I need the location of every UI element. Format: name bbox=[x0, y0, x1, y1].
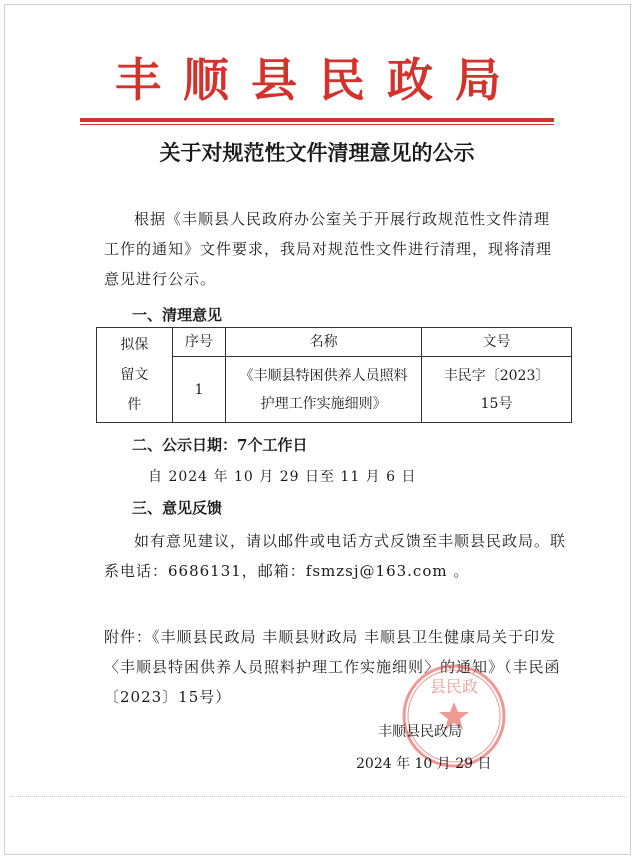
seal-text: 县民政 bbox=[429, 677, 479, 696]
cell-docno-text: 丰民字〔2023〕15号 bbox=[443, 367, 550, 412]
row-label-cell bbox=[97, 328, 173, 423]
section1-heading: 一、清理意见 bbox=[132, 306, 223, 324]
intro-paragraph: 根据《丰顺县人民政府办公室关于开展行政规范性文件清理工作的通知》文件要求，我局对规范性文件进行清理，现将清理意见进行公示。 bbox=[104, 210, 553, 288]
feedback-paragraph: 如有意见建议，请以邮件或电话方式反馈至丰顺县民政局。联系电话：6686131，邮箱：fsmzsj@163.com 。 bbox=[104, 532, 567, 580]
section2-heading: 二、公示日期：7个工作日 bbox=[132, 436, 308, 454]
cell-docno bbox=[422, 357, 572, 423]
scan-artifact-line bbox=[10, 796, 627, 798]
publicity-period: 自 2024 年 10 月 29 日至 11 月 6 日 bbox=[148, 469, 417, 485]
opinion-table bbox=[96, 327, 572, 423]
table-header-row bbox=[97, 328, 572, 357]
cell-name-text: 《丰顺县特困供养人员照料护理工作实施细则》 bbox=[239, 367, 408, 412]
masthead-rule-thin bbox=[80, 124, 554, 125]
cell-seq: 1 bbox=[172, 357, 226, 423]
page-border bbox=[4, 4, 631, 855]
signing-organization: 丰顺县民政局 bbox=[378, 724, 462, 740]
section3-heading: 三、意见反馈 bbox=[132, 499, 223, 517]
row-label: 拟保留文件 bbox=[120, 337, 149, 413]
header-name: 名称 bbox=[226, 328, 422, 357]
masthead-rule-thick bbox=[80, 118, 554, 122]
cell-name bbox=[226, 357, 422, 423]
header-seq: 序号 bbox=[172, 328, 226, 357]
attachment-paragraph: 附件：《丰顺县民政局 丰顺县财政局 丰顺县卫生健康局关于印发〈丰顺县特困供养人员照料护理工作实施细则〉的通知》（丰民函〔2023〕15号） bbox=[104, 628, 561, 706]
masthead: 丰顺县民政局 bbox=[115, 53, 523, 107]
signing-date: 2024 年 10 月 29 日 bbox=[356, 756, 492, 772]
header-docno: 文号 bbox=[422, 328, 572, 357]
document-title: 关于对规范性文件清理意见的公示 bbox=[159, 140, 475, 165]
